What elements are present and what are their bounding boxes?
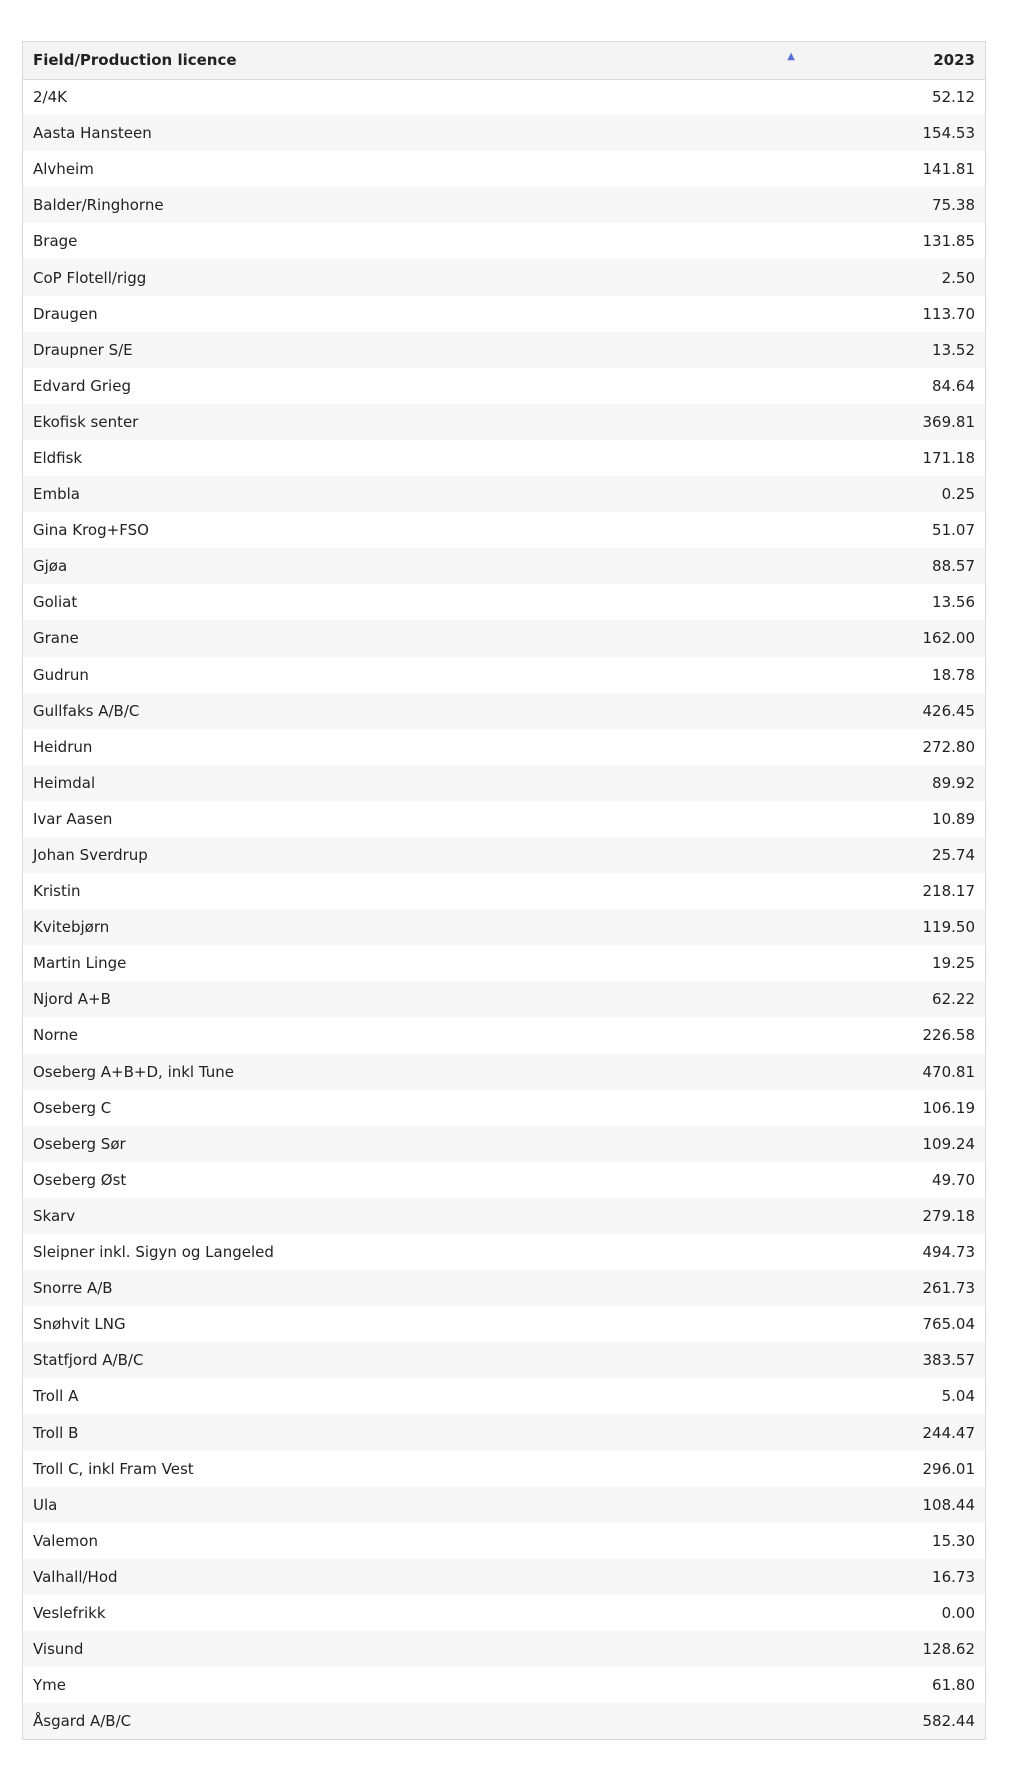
cell-field-name: Valemon bbox=[33, 1531, 98, 1550]
table-row bbox=[23, 1198, 985, 1234]
table-row bbox=[23, 1451, 985, 1487]
cell-value-2023: 18.78 bbox=[932, 665, 975, 684]
cell-value-2023: 61.80 bbox=[932, 1676, 975, 1695]
cell-field-name: Oseberg Øst bbox=[33, 1170, 127, 1189]
triangle-up-icon[interactable]: ▲ bbox=[787, 51, 795, 62]
cell-value-2023: 494.73 bbox=[922, 1243, 975, 1262]
cell-value-2023: 0.25 bbox=[941, 485, 975, 504]
table-row bbox=[23, 1414, 985, 1450]
cell-value-2023: 15.30 bbox=[932, 1531, 975, 1550]
cell-field-name: Åsgard A/B/C bbox=[33, 1712, 132, 1731]
cell-value-2023: 272.80 bbox=[922, 737, 975, 756]
cell-field-name: Gullfaks A/B/C bbox=[33, 701, 140, 720]
table-row bbox=[23, 801, 985, 837]
table-row bbox=[23, 332, 985, 368]
cell-field-name: Kristin bbox=[33, 882, 81, 901]
table-row bbox=[23, 1162, 985, 1198]
table-header bbox=[23, 42, 985, 79]
cell-field-name: Martin Linge bbox=[33, 954, 127, 973]
table-row bbox=[23, 873, 985, 909]
cell-field-name: Snorre A/B bbox=[33, 1279, 113, 1298]
table-row bbox=[23, 909, 985, 945]
cell-value-2023: 119.50 bbox=[922, 918, 975, 937]
cell-field-name: Grane bbox=[33, 629, 79, 648]
field-emissions-table bbox=[23, 42, 985, 1739]
table-row bbox=[23, 584, 985, 620]
cell-value-2023: 2.50 bbox=[941, 268, 975, 287]
cell-field-name: Edvard Grieg bbox=[33, 376, 131, 395]
cell-value-2023: 765.04 bbox=[922, 1315, 975, 1334]
table-row bbox=[23, 765, 985, 801]
cell-value-2023: 19.25 bbox=[932, 954, 975, 973]
cell-field-name: Goliat bbox=[33, 593, 78, 612]
table-row bbox=[23, 1667, 985, 1703]
table-row bbox=[23, 1126, 985, 1162]
cell-value-2023: 171.18 bbox=[922, 448, 975, 467]
cell-value-2023: 16.73 bbox=[932, 1567, 975, 1586]
table-row bbox=[23, 548, 985, 584]
cell-field-name: Heidrun bbox=[33, 737, 93, 756]
cell-value-2023: 25.74 bbox=[932, 846, 975, 865]
cell-value-2023: 75.38 bbox=[932, 196, 975, 215]
cell-value-2023: 109.24 bbox=[922, 1134, 975, 1153]
cell-value-2023: 470.81 bbox=[922, 1062, 975, 1081]
table-row bbox=[23, 1342, 985, 1378]
cell-value-2023: 113.70 bbox=[922, 304, 975, 323]
cell-value-2023: 582.44 bbox=[922, 1712, 975, 1731]
column-header-year[interactable] bbox=[795, 42, 985, 79]
cell-field-name: Johan Sverdrup bbox=[33, 846, 148, 865]
cell-field-name: 2/4K bbox=[33, 88, 67, 107]
table-row bbox=[23, 837, 985, 873]
cell-value-2023: 426.45 bbox=[922, 701, 975, 720]
column-header-year-label: 2023 bbox=[933, 51, 975, 70]
table-row bbox=[23, 151, 985, 187]
cell-value-2023: 128.62 bbox=[922, 1640, 975, 1659]
cell-value-2023: 88.57 bbox=[932, 557, 975, 576]
cell-value-2023: 89.92 bbox=[932, 773, 975, 792]
cell-value-2023: 106.19 bbox=[922, 1098, 975, 1117]
table-row bbox=[23, 729, 985, 765]
table-row bbox=[23, 296, 985, 332]
cell-field-name: Embla bbox=[33, 485, 80, 504]
cell-value-2023: 261.73 bbox=[922, 1279, 975, 1298]
table-row bbox=[23, 1054, 985, 1090]
column-header-field-label: Field/Production licence bbox=[33, 51, 237, 70]
cell-field-name: Heimdal bbox=[33, 773, 96, 792]
cell-field-name: Alvheim bbox=[33, 160, 94, 179]
table-row bbox=[23, 1523, 985, 1559]
cell-value-2023: 383.57 bbox=[922, 1351, 975, 1370]
table-row bbox=[23, 1595, 985, 1631]
data-table bbox=[22, 41, 986, 1740]
cell-field-name: Statfjord A/B/C bbox=[33, 1351, 144, 1370]
cell-field-name: Brage bbox=[33, 232, 78, 251]
cell-value-2023: 62.22 bbox=[932, 990, 975, 1009]
table-row bbox=[23, 115, 985, 151]
cell-field-name: Aasta Hansteen bbox=[33, 124, 152, 143]
cell-field-name: Ula bbox=[33, 1495, 58, 1514]
cell-value-2023: 5.04 bbox=[941, 1387, 975, 1406]
cell-value-2023: 10.89 bbox=[932, 809, 975, 828]
header-row bbox=[23, 42, 985, 79]
table-row bbox=[23, 1487, 985, 1523]
cell-field-name: Snøhvit LNG bbox=[33, 1315, 126, 1334]
cell-value-2023: 52.12 bbox=[932, 88, 975, 107]
table-row bbox=[23, 620, 985, 656]
cell-value-2023: 226.58 bbox=[922, 1026, 975, 1045]
cell-value-2023: 51.07 bbox=[932, 521, 975, 540]
cell-value-2023: 84.64 bbox=[932, 376, 975, 395]
cell-field-name: Balder/Ringhorne bbox=[33, 196, 164, 215]
cell-value-2023: 13.52 bbox=[932, 340, 975, 359]
cell-value-2023: 154.53 bbox=[922, 124, 975, 143]
cell-field-name: CoP Flotell/rigg bbox=[33, 268, 147, 287]
cell-value-2023: 369.81 bbox=[922, 412, 975, 431]
cell-field-name: Norne bbox=[33, 1026, 79, 1045]
cell-value-2023: 13.56 bbox=[932, 593, 975, 612]
cell-field-name: Draupner S/E bbox=[33, 340, 133, 359]
cell-value-2023: 49.70 bbox=[932, 1170, 975, 1189]
cell-field-name: Ekofisk senter bbox=[33, 412, 139, 431]
table-row bbox=[23, 1703, 985, 1739]
table-body bbox=[23, 79, 985, 1739]
table-row bbox=[23, 1017, 985, 1053]
table-row bbox=[23, 79, 985, 115]
cell-value-2023: 131.85 bbox=[922, 232, 975, 251]
cell-value-2023: 162.00 bbox=[922, 629, 975, 648]
cell-field-name: Yme bbox=[33, 1676, 67, 1695]
cell-value-2023: 244.47 bbox=[922, 1423, 975, 1442]
table-row bbox=[23, 476, 985, 512]
table-row bbox=[23, 1306, 985, 1342]
cell-field-name: Gjøa bbox=[33, 557, 68, 576]
cell-field-name: Ivar Aasen bbox=[33, 809, 113, 828]
cell-field-name: Oseberg Sør bbox=[33, 1134, 126, 1153]
cell-field-name: Troll B bbox=[33, 1423, 79, 1442]
cell-field-name: Skarv bbox=[33, 1206, 76, 1225]
table-row bbox=[23, 404, 985, 440]
cell-field-name: Gina Krog+FSO bbox=[33, 521, 149, 540]
cell-value-2023: 296.01 bbox=[922, 1459, 975, 1478]
cell-field-name: Oseberg C bbox=[33, 1098, 112, 1117]
cell-value-2023: 0.00 bbox=[941, 1603, 975, 1622]
table-row bbox=[23, 512, 985, 548]
cell-field-name: Gudrun bbox=[33, 665, 89, 684]
table-row bbox=[23, 981, 985, 1017]
cell-field-name: Kvitebjørn bbox=[33, 918, 110, 937]
table-row bbox=[23, 187, 985, 223]
cell-field-name: Njord A+B bbox=[33, 990, 111, 1009]
cell-field-name: Draugen bbox=[33, 304, 98, 323]
table-row bbox=[23, 1559, 985, 1595]
cell-value-2023: 279.18 bbox=[922, 1206, 975, 1225]
cell-field-name: Troll C, inkl Fram Vest bbox=[33, 1459, 194, 1478]
table-row bbox=[23, 259, 985, 295]
table-row bbox=[23, 945, 985, 981]
cell-value-2023: 141.81 bbox=[922, 160, 975, 179]
cell-field-name: Visund bbox=[33, 1640, 84, 1659]
cell-value-2023: 218.17 bbox=[922, 882, 975, 901]
cell-value-2023: 108.44 bbox=[922, 1495, 975, 1514]
cell-field-name: Veslefrikk bbox=[33, 1603, 106, 1622]
table-row bbox=[23, 440, 985, 476]
table-row bbox=[23, 693, 985, 729]
column-header-field[interactable] bbox=[23, 42, 795, 79]
table-row bbox=[23, 1631, 985, 1667]
table-row bbox=[23, 1378, 985, 1414]
cell-field-name: Oseberg A+B+D, inkl Tune bbox=[33, 1062, 234, 1081]
cell-field-name: Sleipner inkl. Sigyn og Langeled bbox=[33, 1243, 274, 1262]
cell-field-name: Eldfisk bbox=[33, 448, 83, 467]
table-row bbox=[23, 223, 985, 259]
table-row bbox=[23, 1234, 985, 1270]
table-row bbox=[23, 1090, 985, 1126]
cell-field-name: Troll A bbox=[33, 1387, 79, 1406]
table-row bbox=[23, 657, 985, 693]
cell-field-name: Valhall/Hod bbox=[33, 1567, 118, 1586]
table-row bbox=[23, 1270, 985, 1306]
table-row bbox=[23, 368, 985, 404]
